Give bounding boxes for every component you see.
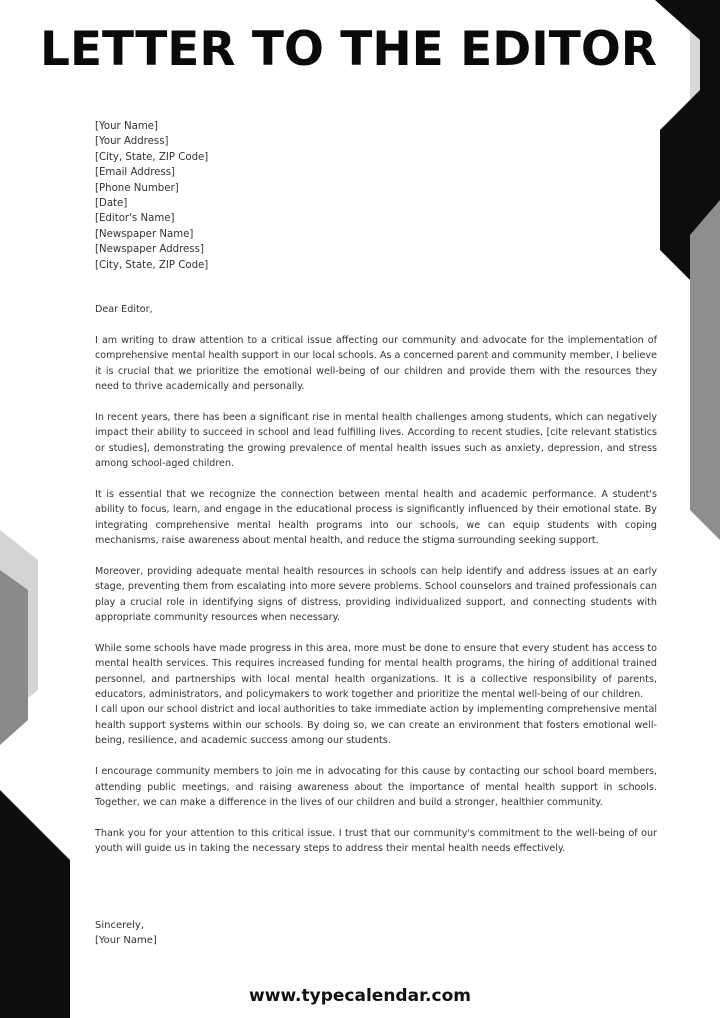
sender-city: [City, State, ZIP Code] xyxy=(95,151,209,163)
closing-block xyxy=(95,918,157,949)
paragraph: I encourage community members to join me in advocating for this cause by contacting our school board members, attending public meetings, and raising awareness about the importance of mental health support in schools. Together, we can make a difference in the lives of our children and build a stronger, healthier community. xyxy=(95,766,657,808)
paragraph: I call upon our school district and local authorities to take immediate action by implementing comprehensive mental health support systems within our schools. By doing so, we can create an environment that fosters emotional well-being, resilience, and academic success among our students. xyxy=(95,704,657,747)
paragraph: While some schools have made progress in this area, more must be done to ensure that every student has access to mental health services. This requires increased funding for mental health programs, the hiring of additional trained personnel, and partnerships with local mental health organizations. It is a collective responsibility of parents, educators, administrators, and policymakers to work together and prioritize the mental well-being of our children. xyxy=(95,642,658,701)
paragraph: In recent years, there has been a significant rise in mental health challenges among students, which can negatively impact their ability to succeed in school and lead fulfilling lives. According to recent studies, [cite relevant statistics or studies], demonstrating the growing prevalence of mental health issues such as anxiety, depression, and stress among school-aged children. xyxy=(95,411,657,470)
deco-shape-gray-right xyxy=(690,200,720,540)
deco-shape-gray-left xyxy=(0,570,28,745)
sender-phone: [Phone Number] xyxy=(95,182,179,194)
newspaper-name: [Newspaper Name] xyxy=(95,228,194,240)
salutation: Dear Editor, xyxy=(95,304,153,315)
editor-name: [Editor's Name] xyxy=(95,213,175,225)
letter-date: [Date] xyxy=(95,198,128,210)
paragraph: Moreover, providing adequate mental health resources in schools can help identify and address issues at an early stage, preventing them from escalating into more severe problems. School counselors and trained professionals can play a crucial role in identifying signs of distress, providing individualized support, and connecting students with appropriate community resources when necessary. xyxy=(95,565,657,624)
deco-shape-black-bottom-left xyxy=(0,790,70,1018)
sender-name: [Your Name] xyxy=(95,121,158,132)
page-title: LETTER TO THE EDITOR xyxy=(40,22,657,77)
sender-block xyxy=(95,119,295,273)
newspaper-address: [Newspaper Address] xyxy=(95,244,204,256)
sender-address: [Your Address] xyxy=(95,136,169,148)
letter-body xyxy=(95,302,657,857)
sender-email: [Email Address] xyxy=(95,167,176,179)
paragraph: I am writing to draw attention to a critical issue affecting our community and advocate for the implementation of comprehensive mental health support in our local schools. As a concerned parent and community member, I believe it is crucial that we prioritize the emotional well-being of our children and provide them with the resources they need to thrive academically and personally. xyxy=(95,334,657,393)
paragraph: Thank you for your attention to this critical issue. I trust that our community's commitment to the well-being of our youth will guide us in taking the necessary steps to address their mental health needs effectively. xyxy=(95,827,657,855)
footer-url[interactable]: www.typecalendar.com xyxy=(249,986,471,1006)
newspaper-city: [City, State, ZIP Code] xyxy=(95,259,209,271)
paragraph: It is essential that we recognize the connection between mental health and academic performance. A student's ability to focus, learn, and engage in the educational process is significantly influenced by their emotional state. By integrating comprehensive mental health programs into our schools, we can equip students with coping mechanisms, raise awareness about mental health, and reduce the stigma surrounding seeking support. xyxy=(95,488,657,547)
closing: Sincerely, xyxy=(95,920,145,931)
signature: [Your Name] xyxy=(95,935,157,947)
